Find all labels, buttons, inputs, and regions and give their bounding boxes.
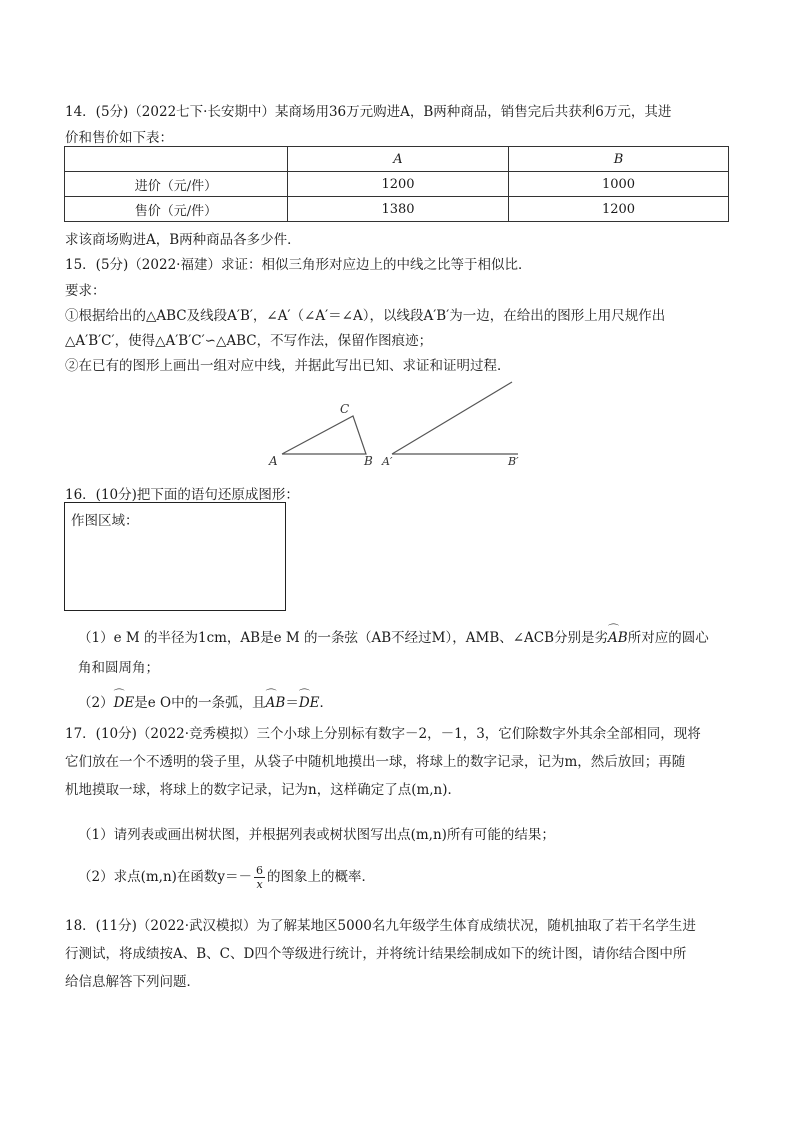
equals-sign: ＝: [285, 695, 299, 711]
label-a-prime: A′: [382, 455, 393, 468]
label-a: A: [269, 454, 278, 468]
table-row: [65, 197, 729, 222]
period: ．: [319, 695, 333, 711]
triangle-figure: [262, 380, 532, 470]
drawing-area-box: [64, 502, 286, 611]
q16-item2-prefix: （2）: [78, 695, 114, 711]
table-cell: 进价（元/件）: [65, 172, 288, 197]
q17-line3: 机地摸取一球，将球上的数字记录，记为n，这样确定了点(m,n)．: [65, 782, 462, 798]
q17-item2-text: （2）求点(m,n)在函数y＝－: [78, 869, 253, 885]
label-b: B: [364, 454, 373, 468]
q17-item2: [78, 864, 375, 891]
arc-ab: ⌒ AB: [608, 630, 628, 646]
table-header-row: [65, 147, 729, 172]
price-table: [64, 146, 729, 222]
table-cell: 1000: [509, 172, 729, 197]
arc-ab: ⌒ AB: [266, 695, 286, 711]
q16-item1: [78, 626, 709, 646]
triangle-abc: [282, 416, 366, 454]
label-b-prime: B′: [508, 455, 519, 468]
q15-line5: ②在已有的图形上画出一组对应中线，并据此写出已知、求证和证明过程．: [65, 358, 511, 374]
q14-line2: 价和售价如下表：: [65, 130, 173, 146]
q16-item2-mid: 是e O中的一条弧，且: [134, 695, 266, 711]
q18-line2: 行测试，将成绩按A、B、C、D四个等级进行统计，并将统计结果绘制成如下的统计图，请你结合图中所: [65, 946, 687, 962]
q16-item2: [78, 691, 333, 711]
q18-line3: 给信息解答下列问题．: [65, 974, 200, 990]
ray-a1: [392, 382, 512, 454]
label-c: C: [340, 402, 350, 416]
table-header-cell: A: [288, 147, 509, 172]
q16-item1-text: （1）e M 的半径为1cm，AB是e M 的一条弦（AB不经过M），AMB、∠ACB分别是劣: [78, 630, 609, 646]
q15-line3: ①根据给出的△ABC及线段A′B′，∠A′（∠A′＝∠A），以线段A′B′为一边，在给出的图形上用尺规作出: [65, 308, 666, 324]
arc-de: ⌒ DE: [114, 695, 135, 711]
q14-line1: 14．(5分)（2022七下·长安期中）某商场用36万元购进A，B两种商品，销售完后共获利6万元，其进: [65, 104, 672, 120]
q17-line2: 它们放在一个不透明的袋子里，从袋子中随机地摸出一球，将球上的数字记录，记为m，然后放回；再随: [65, 754, 686, 770]
fraction-denominator: x: [256, 878, 263, 891]
fraction: [254, 864, 265, 891]
q16-line1: 16．(10分)把下面的语句还原成图形：: [65, 487, 299, 503]
q17-item2-tail: 的图象上的概率．: [267, 869, 376, 885]
q14-ask: 求该商场购进A，B两种商品各多少件．: [65, 232, 301, 248]
q15-line1: 15．(5分)（2022·福建）求证：相似三角形对应边上的中线之比等于相似比．: [65, 257, 532, 273]
table-header-cell: [65, 147, 288, 172]
table-header-cell: B: [509, 147, 729, 172]
table-row: [65, 172, 729, 197]
table-cell: 1200: [509, 197, 729, 222]
table-cell: 售价（元/件）: [65, 197, 288, 222]
q18-line1: 18．(11分)（2022·武汉模拟）为了解某地区5000名九年级学生体育成绩状况，随机抽取了若干名学生进: [65, 918, 696, 934]
drawing-area-label: 作图区域：: [71, 513, 139, 529]
q16-item1-tail: 所对应的圆心: [627, 630, 709, 646]
q15-line4: △A′B′C′，使得△A′B′C′∽△ABC，不写作法，保留作图痕迹；: [65, 333, 433, 349]
table-cell: 1200: [288, 172, 509, 197]
arc-de: ⌒ DE: [299, 695, 320, 711]
fraction-numerator: 6: [256, 864, 264, 877]
q17-item1: （1）请列表或画出树状图，并根据列表或树状图写出点(m,n)所有可能的结果；: [78, 827, 555, 843]
q16-item1-cont: 角和圆周角；: [78, 660, 159, 676]
q17-line1: 17．(10分)（2022·竞秀模拟）三个小球上分别标有数字－2，－1，3，它们除数字外其余全部相同，现将: [65, 726, 701, 742]
table-cell: 1380: [288, 197, 509, 222]
q15-line2: 要求：: [65, 283, 106, 299]
